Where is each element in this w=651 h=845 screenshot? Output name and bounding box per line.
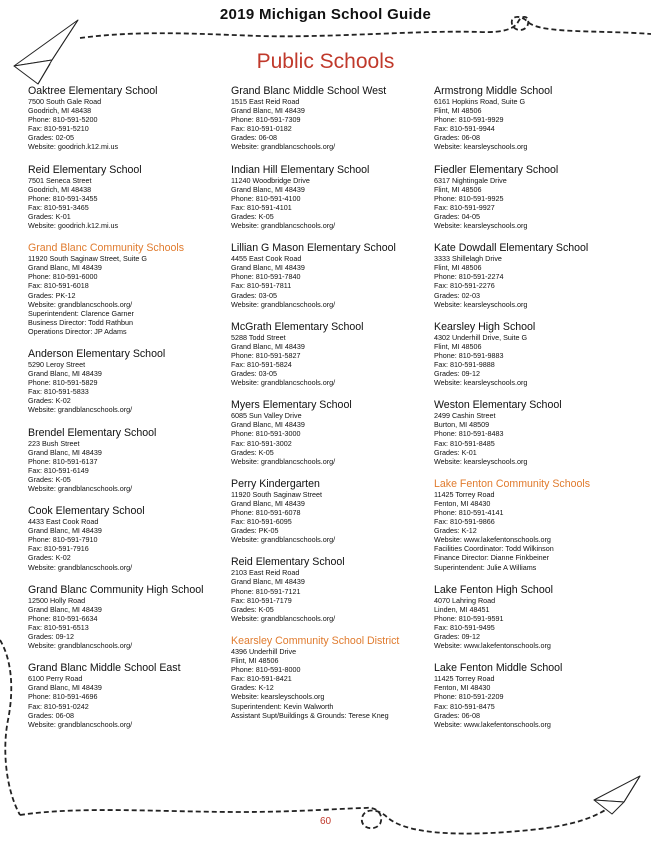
- school-listing: [434, 399, 634, 466]
- listing-detail-line: Grades: K-05: [28, 474, 71, 484]
- listing-detail-line: Website: grandblancschools.org/: [231, 456, 336, 466]
- school-name: Grand Blanc Middle School West: [231, 85, 387, 97]
- listing-detail-line: Website: www.lakefentonschools.org: [434, 641, 551, 651]
- listing-detail-line: Grand Blanc, MI 48439: [231, 498, 305, 508]
- listing-detail-line: 6085 Sun Valley Drive: [231, 411, 302, 421]
- listing-detail-line: Grand Blanc, MI 48439: [231, 341, 305, 351]
- listing-detail-line: Phone: 810-591-7309: [231, 115, 301, 125]
- listing-detail-line: Phone: 810-591-6000: [28, 272, 98, 282]
- listing-detail-line: 11920 South Saginaw Street, Suite G: [28, 254, 147, 264]
- listing-detail-line: Burton, MI 48509: [434, 420, 490, 430]
- listing-detail-line: Fax: 810-591-9927: [434, 202, 495, 212]
- school-listing: [28, 505, 228, 572]
- listing-detail-line: 7501 Seneca Street: [28, 175, 92, 185]
- listing-detail-line: Website: www.lakefentonschools.org: [434, 535, 551, 545]
- listing-detail-line: Phone: 810-591-8483: [434, 429, 504, 439]
- paper-airplane-icon: [594, 776, 640, 814]
- listing-detail-line: Grades: 06-08: [231, 133, 277, 143]
- listing-detail-line: Superintendent: Kevin Walworth: [231, 701, 334, 711]
- listing-detail-line: Website: grandblancschools.org/: [28, 405, 133, 415]
- listing-detail-line: Phone: 810-591-9925: [434, 193, 504, 203]
- listing-detail-line: Grand Blanc, MI 48439: [231, 106, 305, 116]
- listing-detail-line: Fax: 810-591-7916: [28, 544, 89, 554]
- listing-detail-line: Grades: 03-05: [231, 290, 277, 300]
- listing-detail-line: Website: kearsleyschools.org: [434, 221, 528, 231]
- listing-detail-line: 223 Bush Street: [28, 438, 80, 448]
- listing-detail-line: Flint, MI 48506: [231, 656, 279, 666]
- district-listing: [231, 635, 431, 720]
- listing-detail-line: Website: kearsleyschools.org: [434, 378, 528, 388]
- listing-detail-line: 11240 Woodbridge Drive: [231, 175, 310, 185]
- school-name: Armstrong Middle School: [434, 85, 553, 97]
- listing-detail-line: Fax: 810-591-3465: [28, 202, 89, 212]
- listing-detail-line: Phone: 810-591-5200: [28, 115, 98, 125]
- listing-detail-line: 3333 Shillelagh Drive: [434, 254, 502, 264]
- guide-title: 2019 Michigan School Guide: [219, 6, 432, 23]
- school-name: Grand Blanc Middle School East: [28, 662, 181, 675]
- listing-detail-line: Flint, MI 48506: [434, 263, 482, 273]
- school-listing: [231, 85, 431, 152]
- school-name: Lillian G Mason Elementary School: [231, 242, 396, 255]
- listing-detail-line: 6317 Nightingale Drive: [434, 175, 507, 185]
- listing-detail-line: 11425 Torrey Road: [434, 489, 495, 499]
- listing-detail-line: Fax: 810-591-8485: [434, 438, 495, 448]
- school-name: Cook Elementary School: [28, 505, 145, 518]
- listing-detail-line: Phone: 810-591-4141: [434, 508, 504, 517]
- school-name: Anderson Elementary School: [28, 347, 166, 360]
- school-listing: [28, 584, 228, 651]
- listing-detail-line: Grand Blanc, MI 48439: [28, 604, 102, 614]
- school-listing: [28, 164, 228, 231]
- listing-detail-line: 6100 Perry Road: [28, 674, 83, 684]
- district-listing: [434, 478, 634, 572]
- school-name: McGrath Elementary School: [231, 320, 364, 333]
- listing-detail-line: Superintendent: Julie A Williams: [434, 562, 537, 572]
- listing-detail-line: Linden, MI 48451: [434, 604, 490, 614]
- listing-detail-line: 12500 Holly Road: [28, 595, 86, 605]
- listing-column-2: [231, 85, 431, 732]
- school-listing: [28, 427, 228, 494]
- listing-detail-line: Grades: PK-12: [28, 290, 76, 300]
- listing-detail-line: Fax: 810-591-9866: [434, 517, 495, 527]
- district-name: Grand Blanc Community Schools: [28, 242, 185, 255]
- listing-detail-line: Grand Blanc, MI 48439: [231, 184, 305, 194]
- listing-detail-line: Website: grandblancschools.org/: [28, 719, 133, 729]
- listing-detail-line: Business Director: Todd Rathbun: [28, 317, 133, 327]
- school-listing: [231, 164, 431, 231]
- listing-detail-line: 1515 East Reid Road: [231, 97, 300, 106]
- listing-detail-line: Grades: 04-05: [434, 211, 480, 221]
- listing-detail-line: Website: goodrich.k12.mi.us: [28, 142, 119, 152]
- listing-detail-line: Website: grandblancschools.org/: [28, 299, 133, 309]
- listing-detail-line: Phone: 810-591-7910: [28, 535, 98, 545]
- listing-detail-line: 4302 Underhill Drive, Suite G: [434, 332, 528, 342]
- listing-detail-line: Website: www.lakefentonschools.org: [434, 719, 551, 729]
- school-listing: [434, 164, 634, 231]
- listing-detail-line: 4455 East Cook Road: [231, 254, 302, 264]
- listing-detail-line: Website: grandblancschools.org/: [28, 484, 133, 493]
- district-name: Kearsley Community School District: [231, 634, 400, 647]
- listing-detail-line: Flint, MI 48506: [434, 341, 482, 351]
- listing-detail-line: Phone: 810-591-9591: [434, 613, 504, 623]
- listing-detail-line: Phone: 810-591-6137: [28, 456, 98, 466]
- listing-detail-line: 11425 Torrey Road: [434, 674, 495, 684]
- listing-detail-line: Fax: 810-591-7179: [231, 595, 292, 605]
- listing-detail-line: Grades: K-01: [28, 211, 71, 221]
- listing-detail-line: 7500 South Gale Road: [28, 97, 102, 106]
- listing-detail-line: 11920 South Saginaw Street: [231, 489, 322, 499]
- listing-column-1: [28, 85, 228, 741]
- school-name: Perry Kindergarten: [231, 477, 320, 490]
- school-listing: [231, 478, 431, 545]
- listing-detail-line: Grades: 09-12: [28, 632, 74, 642]
- listing-detail-line: Website: kearsleyschools.org: [434, 299, 528, 309]
- listing-detail-line: Grades: K-02: [28, 396, 71, 406]
- listing-detail-line: Fax: 810-591-3002: [231, 438, 292, 448]
- listing-detail-line: Superintendent: Clarence Garner: [28, 308, 134, 318]
- listing-detail-line: 5288 Todd Street: [231, 332, 286, 342]
- school-listing: [231, 321, 431, 388]
- listing-detail-line: 2103 East Reid Road: [231, 568, 300, 578]
- listing-detail-line: Fax: 810-591-2276: [434, 281, 495, 291]
- listing-detail-line: Grand Blanc, MI 48439: [231, 577, 305, 587]
- listing-detail-line: Fax: 810-591-5833: [28, 387, 89, 397]
- listing-detail-line: Goodrich, MI 48438: [28, 106, 92, 116]
- school-listing: [231, 556, 431, 623]
- school-listing: [28, 662, 228, 729]
- left-dashed-trail: [0, 640, 20, 815]
- listing-detail-line: Phone: 810-591-5829: [28, 378, 98, 388]
- listing-detail-line: Goodrich, MI 48438: [28, 184, 92, 194]
- listing-detail-line: Fax: 810-591-6149: [28, 465, 89, 475]
- listing-detail-line: Grades: K-02: [28, 553, 71, 563]
- listing-detail-line: Grand Blanc, MI 48439: [231, 420, 305, 430]
- school-name: Fiedler Elementary School: [434, 163, 559, 176]
- listing-detail-line: Phone: 810-591-6634: [28, 613, 98, 623]
- listing-detail-line: Grand Blanc, MI 48439: [28, 447, 102, 457]
- listing-detail-line: Grades: 09-12: [434, 369, 480, 379]
- listing-detail-line: Grades: 02-05: [28, 133, 74, 143]
- listing-detail-line: Fax: 810-591-6513: [28, 622, 89, 632]
- listing-detail-line: Phone: 810-591-4696: [28, 692, 98, 702]
- listing-detail-line: Grand Blanc, MI 48439: [28, 369, 102, 379]
- listing-detail-line: Grades: 06-08: [28, 710, 74, 720]
- listing-detail-line: Fax: 810-591-8475: [434, 701, 495, 711]
- listing-detail-line: Phone: 810-591-8000: [231, 665, 301, 675]
- listing-detail-line: Grand Blanc, MI 48439: [231, 263, 305, 273]
- listing-detail-line: Phone: 810-591-2274: [434, 272, 504, 282]
- district-name: Lake Fenton Community Schools: [434, 477, 591, 490]
- listing-detail-line: Grades: K-05: [231, 211, 274, 221]
- listing-detail-line: Fax: 810-591-8421: [231, 674, 292, 684]
- school-listing: [434, 242, 634, 309]
- listing-detail-line: Fax: 810-591-5824: [231, 359, 292, 369]
- listing-detail-line: Phone: 810-591-7840: [231, 272, 301, 282]
- listing-detail-line: Website: grandblancschools.org/: [28, 641, 133, 651]
- listing-detail-line: Grades: K-05: [231, 604, 274, 614]
- school-listing: [434, 321, 634, 388]
- school-name: Reid Elementary School: [231, 556, 345, 569]
- listing-detail-line: Grades: 02-03: [434, 290, 480, 300]
- listing-detail-line: Fax: 810-591-9495: [434, 622, 495, 632]
- school-name: Indian Hill Elementary School: [231, 163, 370, 176]
- listing-detail-line: Fax: 810-591-9944: [434, 124, 495, 134]
- listing-detail-line: Grades: K-05: [231, 447, 274, 457]
- listing-detail-line: Finance Director: Dianne Finkbeiner: [434, 553, 550, 563]
- school-listing: [434, 662, 634, 729]
- listing-detail-line: Grades: 06-08: [434, 133, 480, 143]
- listing-detail-line: Phone: 810-591-3455: [28, 193, 98, 203]
- school-listing: [231, 399, 431, 466]
- listing-detail-line: Grades: K-01: [434, 447, 477, 457]
- listing-detail-line: Phone: 810-591-2209: [434, 692, 504, 702]
- listing-detail-line: 6161 Hopkins Road, Suite G: [434, 97, 526, 106]
- school-name: Grand Blanc Community High School: [28, 583, 204, 596]
- listing-detail-line: Grades: 03-05: [231, 369, 277, 379]
- listing-detail-line: Phone: 810-591-6078: [231, 508, 301, 517]
- listing-detail-line: Grades: K-12: [231, 683, 274, 693]
- listing-detail-line: Flint, MI 48506: [434, 184, 482, 194]
- listing-detail-line: Website: grandblancschools.org/: [231, 613, 336, 623]
- section-title: Public Schools: [256, 50, 395, 73]
- listing-detail-line: Fenton, MI 48430: [434, 498, 491, 508]
- school-name: Oaktree Elementary School: [28, 85, 158, 97]
- listing-detail-line: Fax: 810-591-9888: [434, 359, 495, 369]
- school-name: Reid Elementary School: [28, 163, 142, 176]
- listing-detail-line: Grades: 09-12: [434, 632, 480, 642]
- listing-detail-line: Website: goodrich.k12.mi.us: [28, 221, 119, 231]
- listing-detail-line: 5290 Leroy Street: [28, 359, 86, 369]
- listing-column-3: [434, 85, 634, 741]
- listing-detail-line: Flint, MI 48506: [434, 106, 482, 116]
- listing-detail-line: Assistant Supt/Buildings & Grounds: Terese Kneg: [231, 710, 389, 720]
- listing-detail-line: Website: kearsleyschools.org: [231, 692, 325, 702]
- listing-detail-line: Website: grandblancschools.org/: [231, 142, 336, 152]
- listing-detail-line: Grand Blanc, MI 48439: [28, 683, 102, 693]
- listing-detail-line: 2499 Cashin Street: [434, 411, 496, 421]
- school-name: Lake Fenton High School: [434, 583, 553, 596]
- listing-detail-line: 4396 Underhill Drive: [231, 646, 297, 656]
- school-listing: [28, 348, 228, 415]
- listing-detail-line: Fax: 810-591-5210: [28, 124, 89, 134]
- listing-detail-line: Phone: 810-591-4100: [231, 193, 301, 203]
- listing-detail-line: Operations Director: JP Adams: [28, 326, 127, 336]
- listing-detail-line: Grades: K-12: [434, 526, 477, 536]
- school-name: Brendel Elementary School: [28, 426, 157, 439]
- listing-detail-line: Phone: 810-591-7121: [231, 586, 301, 596]
- school-listing: [231, 242, 431, 309]
- listing-detail-line: Fax: 810-591-4101: [231, 202, 292, 212]
- school-name: Kearsley High School: [434, 320, 536, 333]
- school-name: Kate Dowdall Elementary School: [434, 242, 589, 255]
- listing-detail-line: Grand Blanc, MI 48439: [28, 526, 102, 536]
- listing-detail-line: Phone: 810-591-3000: [231, 429, 301, 439]
- listing-detail-line: 4070 Lahring Road: [434, 595, 496, 605]
- school-listing: [28, 85, 228, 152]
- listing-detail-line: Phone: 810-591-5827: [231, 350, 301, 360]
- school-name: Lake Fenton Middle School: [434, 662, 563, 675]
- listing-detail-line: Grand Blanc, MI 48439: [28, 263, 102, 273]
- district-listing: [28, 242, 228, 336]
- listing-detail-line: Website: grandblancschools.org/: [231, 535, 336, 545]
- listing-detail-line: Fax: 810-591-0242: [28, 701, 89, 711]
- listing-detail-line: Website: kearsleyschools.org: [434, 456, 528, 466]
- listing-detail-line: Grades: 06-08: [434, 710, 480, 720]
- listing-detail-line: Facilities Coordinator: Todd Wilkinson: [434, 544, 554, 554]
- listing-detail-line: Website: kearsleyschools.org: [434, 142, 528, 152]
- listing-detail-line: Fax: 810-591-7811: [231, 281, 292, 291]
- listing-detail-line: 4433 East Cook Road: [28, 517, 99, 527]
- listing-detail-line: Fenton, MI 48430: [434, 683, 491, 693]
- listing-detail-line: Website: grandblancschools.org/: [231, 221, 336, 231]
- listing-detail-line: Fax: 810-591-6095: [231, 517, 292, 527]
- listing-detail-line: Website: grandblancschools.org/: [28, 562, 133, 572]
- school-listing: [434, 584, 634, 651]
- page-number: 60: [319, 816, 332, 827]
- school-listing: [434, 85, 634, 152]
- listing-detail-line: Phone: 810-591-9929: [434, 115, 504, 125]
- listing-detail-line: Phone: 810-591-9883: [434, 350, 504, 360]
- school-name: Myers Elementary School: [231, 399, 352, 412]
- listing-detail-line: Fax: 810-591-0182: [231, 124, 292, 134]
- listing-detail-line: Grades: PK-05: [231, 526, 279, 536]
- listing-detail-line: Fax: 810-591-6018: [28, 281, 89, 291]
- listing-detail-line: Website: grandblancschools.org/: [231, 378, 336, 388]
- school-name: Weston Elementary School: [434, 399, 562, 412]
- listing-detail-line: Website: grandblancschools.org/: [231, 299, 336, 309]
